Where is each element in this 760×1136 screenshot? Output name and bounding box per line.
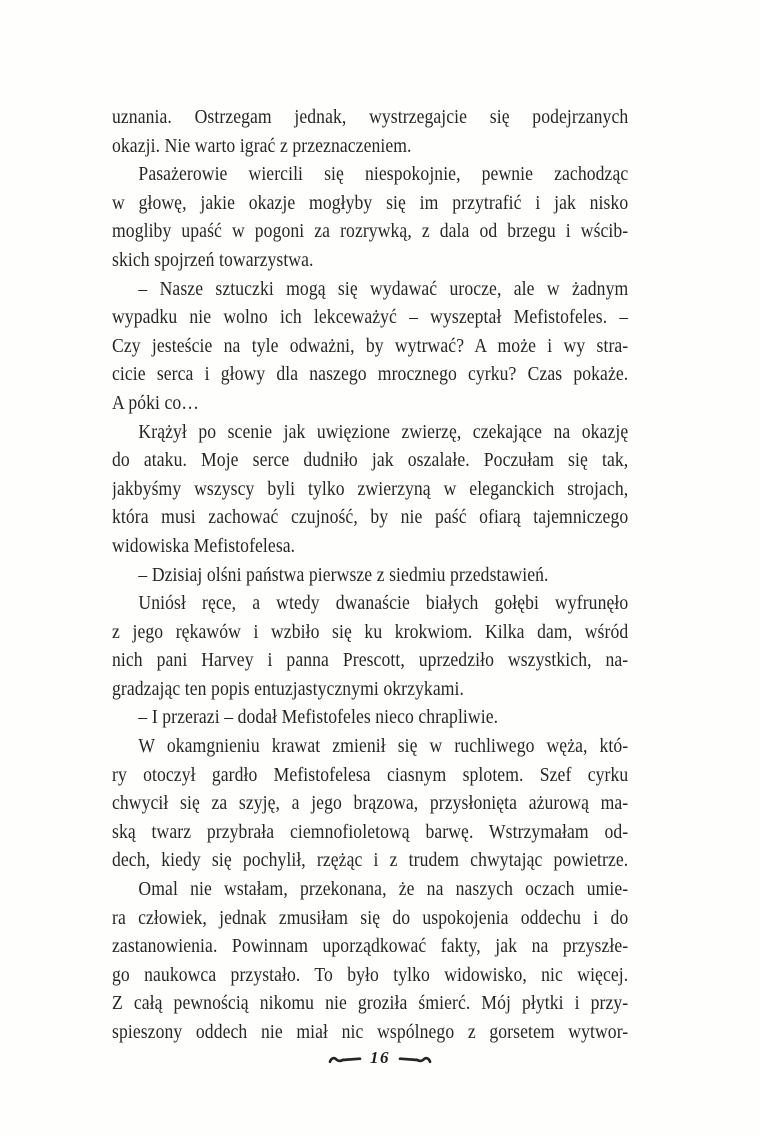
- text-line: ry otoczył gardło Mefistofelesa ciasnym splotem. Szef cyrku: [112, 763, 629, 786]
- text-line: – Dzisiaj olśni państwa pierwsze z siedmiu przedstawień.: [138, 563, 549, 586]
- text-line: mogliby upaść w pogoni za rozrywką, z dala od brzegu i wścib-: [112, 220, 629, 243]
- text-line: Z całą pewnością nikomu nie groziła śmierć. Mój płytki i przy-: [112, 992, 629, 1015]
- text-line: A póki co…: [112, 391, 200, 414]
- text-line: w głowę, jakie okazje mogłyby się im przytrafić i jak nisko: [112, 191, 629, 214]
- text-line: – Nasze sztuczki mogą się wydawać urocze, ale w żadnym: [138, 277, 629, 300]
- text-line: widowiska Mefistofelesa.: [112, 534, 296, 557]
- text-line: Uniósł ręce, a wtedy dwanaście białych gołębi wyfrunęło: [138, 592, 629, 615]
- text-line: okazji. Nie warto igrać z przeznaczeniem.: [112, 134, 412, 157]
- text-line: ra człowiek, jednak zmusiłam się do uspokojenia oddechu i do: [112, 906, 629, 929]
- text-line: Pasażerowie wiercili się niespokojnie, pewnie zachodząc: [138, 163, 629, 186]
- text-line: chwycił się za szyję, a jego brązowa, przysłonięta ażurową ma-: [112, 792, 629, 815]
- text-line: dech, kiedy się pochylił, rzężąc i z trudem chwytając powietrze.: [112, 849, 629, 872]
- text-line: – I przerazi – dodał Mefistofeles nieco chrapliwie.: [138, 706, 499, 729]
- text-line: go naukowca przystało. To było tylko widowisko, nic więcej.: [112, 963, 629, 986]
- text-line: Czy jesteście na tyle odważni, by wytrwać? A może i wy stra-: [112, 334, 629, 357]
- text-line: gradzając ten popis entuzjastycznymi okrzykami.: [112, 677, 465, 700]
- text-line: spieszony oddech nie miał nic wspólnego z gorsetem wytwor-: [112, 1021, 629, 1043]
- text-line: skich spojrzeń towarzystwa.: [112, 248, 314, 271]
- text-line: która musi zachować czujność, by nie paść ofiarą tajemniczego: [112, 506, 629, 529]
- text-line: wypadku nie wolno ich lekceważyć – wyszeptał Mefistofeles. –: [112, 306, 629, 329]
- text-line: Krążył po scenie jak uwięzione zwierzę, czekające na okazję: [138, 420, 629, 443]
- page-footer: [0, 1049, 760, 1069]
- text-line: ską twarz przybrała ciemnofioletową barwę. Wstrzymałam od-: [112, 820, 629, 843]
- text-line: do ataku. Moje serce dudniło jak oszalałe. Poczułam się tak,: [112, 449, 629, 472]
- text-line: zastanowienia. Powinnam uporządkować fakty, jak na przyszłe-: [112, 935, 629, 958]
- text-line: cicie serca i głowy dla naszego mrocznego cyrku? Czas pokaże.: [112, 363, 629, 386]
- text-block: [112, 103, 628, 1047]
- text-line: W okamgnieniu krawat zmienił się w ruchliwego węża, któ-: [138, 735, 629, 758]
- wavy-dash-left-icon: [328, 1053, 362, 1065]
- page-number: 16: [370, 1048, 390, 1067]
- wavy-dash-right-icon: [398, 1053, 432, 1065]
- text-line: jakbyśmy wszyscy byli tylko zwierzyną w eleganckich strojach,: [112, 477, 629, 500]
- text-line: nich pani Harvey i panna Prescott, uprzedziło wszystkich, na-: [112, 649, 629, 672]
- text-line: z jego rękawów i wzbiło się ku krokwiom. Kilka dam, wśród: [112, 620, 629, 643]
- text-line: Omal nie wstałam, przekonana, że na naszych oczach umie-: [138, 878, 629, 901]
- text-line: uznania. Ostrzegam jednak, wystrzegajcie się podejrzanych: [112, 106, 629, 128]
